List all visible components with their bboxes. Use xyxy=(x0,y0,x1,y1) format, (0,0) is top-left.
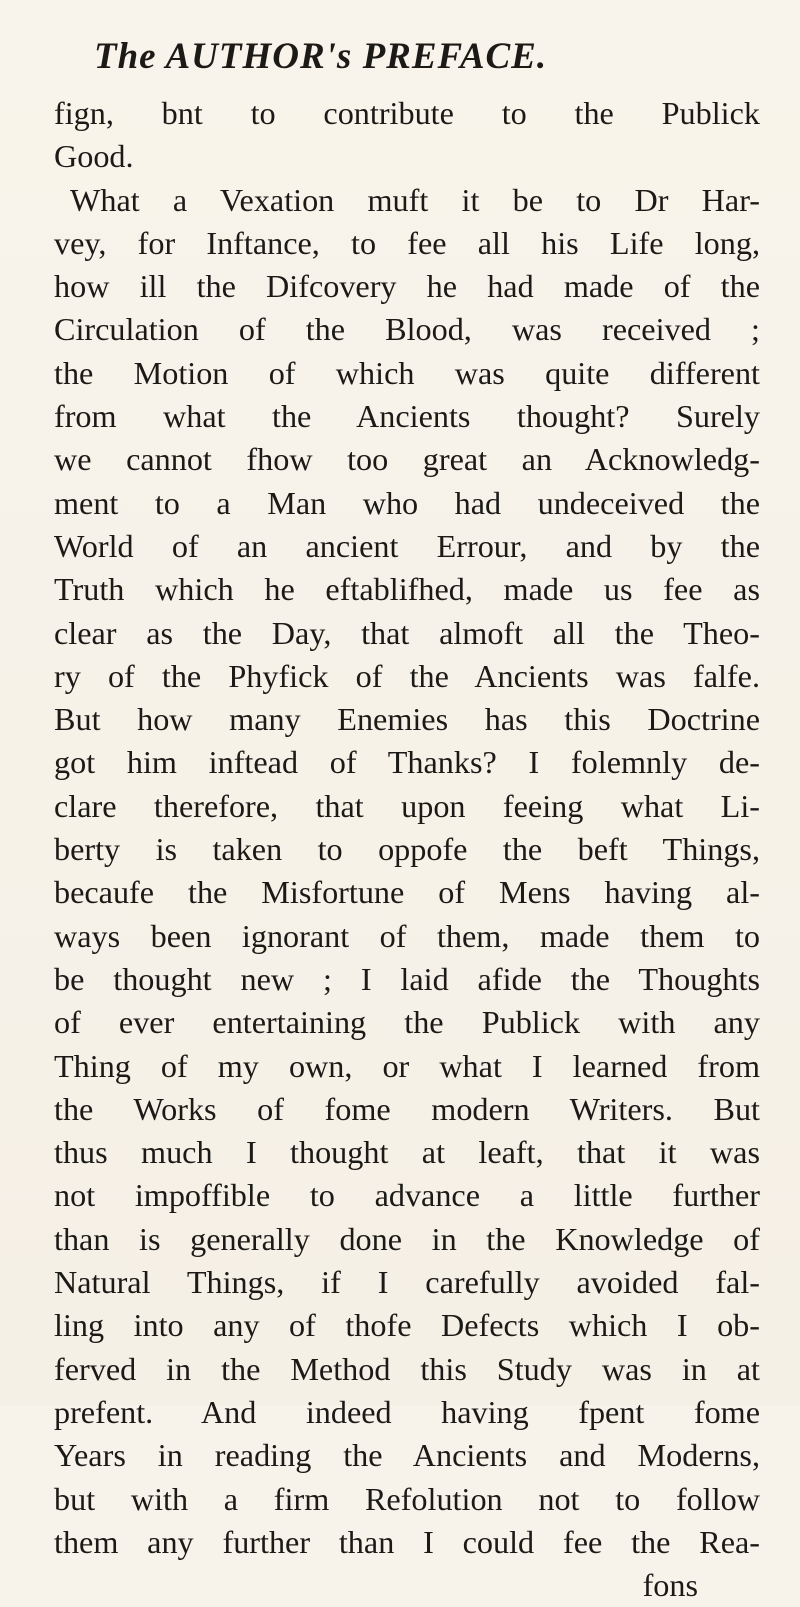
text-line: Natural Things, if I carefully avoided fal- xyxy=(54,1264,760,1301)
text-line: of ever entertaining the Publick with any xyxy=(54,1004,760,1041)
text-line: vey, for Inftance, to fee all his Life long, xyxy=(54,224,760,261)
text-line: how ill the Difcovery he had made of the xyxy=(54,268,760,305)
text-line: not impoffible to advance a little further xyxy=(54,1177,760,1214)
text-line: thus much I thought at leaft, that it was xyxy=(54,1134,760,1171)
text-line: berty is taken to oppofe the beft Things, xyxy=(54,831,760,868)
text-line: ling into any of thofe Defects which I ob- xyxy=(54,1307,760,1344)
text-line: than is generally done in the Knowledge of xyxy=(54,1220,760,1257)
text-line: got him inftead of Thanks? I folemnly de- xyxy=(54,744,760,781)
text-line: from what the Ancients thought? Surely xyxy=(54,398,760,435)
text-line: clear as the Day, that almoft all the Theo- xyxy=(54,614,760,651)
catchword: fons xyxy=(642,1567,698,1604)
text-line: be thought new ; I laid afide the Thoughts xyxy=(54,960,760,997)
text-line: prefent. And indeed having fpent fome xyxy=(54,1393,760,1430)
text-line: But how many Enemies has this Doctrine xyxy=(54,701,760,738)
text-line: ways been ignorant of them, made them to xyxy=(54,917,760,954)
text-line: World of an ancient Errour, and by the xyxy=(54,527,760,564)
text-line: ry of the Phyfick of the Ancients was falfe. xyxy=(54,657,760,694)
text-line: Good. xyxy=(54,138,134,175)
text-line: fign, bnt to contribute to the Publick xyxy=(54,95,760,131)
text-line: ferved in the Method this Study was in at xyxy=(54,1350,760,1387)
text-line: Thing of my own, or what I learned from xyxy=(54,1047,760,1084)
text-line: the Motion of which was quite different xyxy=(54,354,760,391)
text-line: What a Vexation muft it be to Dr Har- xyxy=(70,181,760,218)
text-line: the Works of fome modern Writers. But xyxy=(54,1090,760,1127)
text-line: Years in reading the Ancients and Moderns, xyxy=(54,1437,760,1474)
text-line: clare therefore, that upon feeing what Li- xyxy=(54,787,760,824)
text-line: Truth which he eftablifhed, made us fee as xyxy=(54,571,760,608)
body-text xyxy=(54,92,760,1607)
text-line: we cannot fhow too great an Acknowledg- xyxy=(54,441,760,478)
running-head: The AUTHOR's PREFACE. xyxy=(94,36,548,77)
text-line: them any further than I could fee the Rea- xyxy=(54,1523,760,1560)
text-line: ment to a Man who had undeceived the xyxy=(54,484,760,521)
text-line: Circulation of the Blood, was received ; xyxy=(54,311,760,348)
text-line: but with a firm Refolution not to follow xyxy=(54,1480,760,1517)
text-line: becaufe the Misfortune of Mens having al- xyxy=(54,874,760,911)
